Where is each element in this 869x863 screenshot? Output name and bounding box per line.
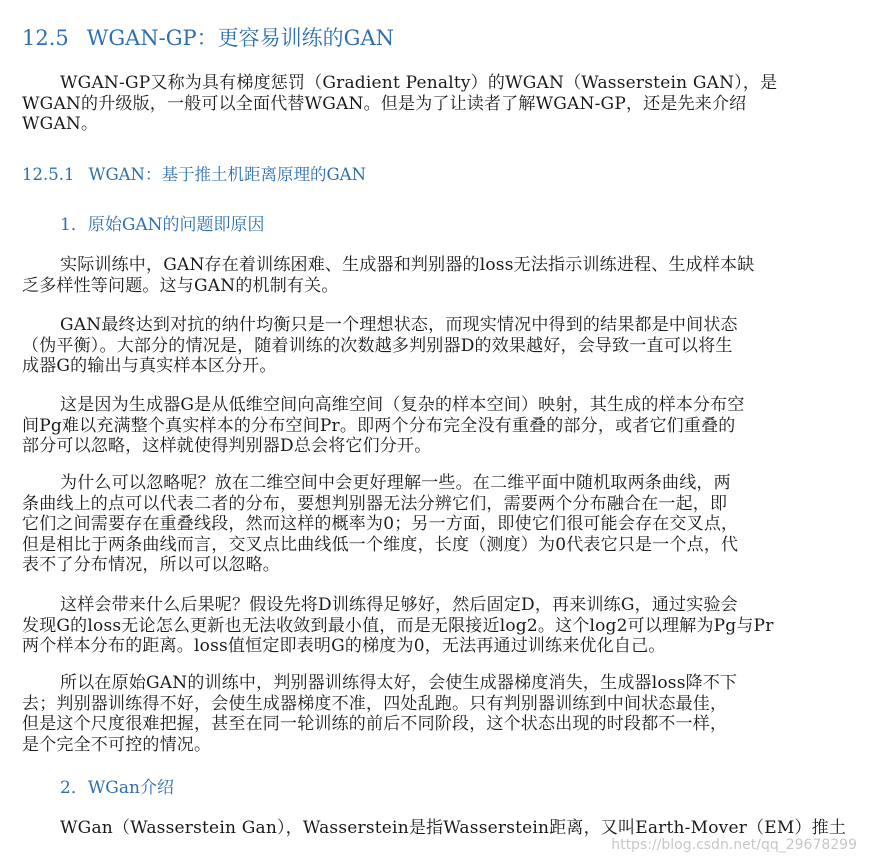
paragraph-line: 但是这个尺度很难把握，甚至在同一轮训练的前后不同阶段，这个状态出现的时段都不一样， bbox=[22, 714, 728, 734]
paragraph-4 bbox=[22, 473, 858, 576]
paragraph-line: 它们之间需要存在重叠线段，然而这样的概率为0；另一方面，即使它们很可能会存在交叉点， bbox=[22, 514, 739, 534]
paragraph-6 bbox=[22, 673, 858, 755]
heading-original-gan-problems: 1．原始GAN的问题即原因 bbox=[60, 215, 265, 235]
heading-wgan-intro: 2．WGan介绍 bbox=[60, 778, 174, 798]
paragraph-line: 这样会带来什么后果呢？假设先将D训练得足够好，然后固定D，再来训练G，通过实验会 bbox=[60, 595, 738, 615]
intro-line: WGAN-GP又称为具有梯度惩罚（Gradient Penalty）的WGAN（Wasserstein GAN），是 bbox=[60, 73, 778, 93]
intro-line: WGAN。 bbox=[22, 114, 99, 134]
paragraph-line: 为什么可以忽略呢？放在二维空间中会更好理解一些。在二维平面中随机取两条曲线，两 bbox=[60, 473, 731, 493]
paragraph-line: 去；判别器训练得不好，会使生成器梯度不准，四处乱跑。只有判别器训练到中间状态最佳， bbox=[22, 693, 728, 714]
section-heading bbox=[22, 22, 394, 52]
paragraph-line: 是个完全不可控的情况。 bbox=[22, 734, 212, 755]
subsection-title: WGAN：基于推土机距离原理的GAN bbox=[88, 165, 367, 184]
paragraph-3 bbox=[22, 395, 858, 457]
paragraph-7 bbox=[22, 818, 858, 839]
paragraph-1 bbox=[22, 255, 858, 296]
paragraph-line: 条曲线上的点可以代表二者的分布，要想判别器无法分辨它们，需要两个分布融合在一起，即 bbox=[22, 493, 728, 514]
paragraph-line: 间Pg难以充满整个真实样本的分布空间Pr。即两个分布完全没有重叠的部分，或者它们重叠的 bbox=[22, 415, 736, 436]
paragraph-line: 发现G的loss无论怎么更新也无法收敛到最小值，而是无限接近log2。这个log2可以理解为Pg与Pr bbox=[22, 615, 774, 636]
paragraph-line: 部分可以忽略，这样就使得判别器D总会将它们分开。 bbox=[22, 436, 432, 456]
subsection-number: 12.5.1 bbox=[22, 165, 75, 184]
watermark: https://blog.csdn.net/qq_29678299 bbox=[611, 837, 857, 853]
paragraph-line: 这是因为生成器G是从低维空间向高维空间（复杂的样本空间）映射，其生成的样本分布空 bbox=[60, 395, 745, 415]
paragraph-line: 两个样本分布的距离。loss值恒定即表明G的梯度为0，无法再通过训练来优化自己。 bbox=[22, 636, 666, 656]
paragraph-line: 实际训练中，GAN存在着训练困难、生成器和判别器的loss无法指示训练进程、生成样本缺 bbox=[60, 255, 755, 275]
paragraph-line: （伪平衡）。大部分的情况是，随着训练的次数越多判别器D的效果越好，会导致一直可以将生 bbox=[22, 335, 733, 356]
section-title: WGAN-GP：更容易训练的GAN bbox=[86, 26, 394, 50]
subsection-heading bbox=[22, 161, 366, 185]
intro-line: WGAN的升级版，一般可以全面代替WGAN。但是为了让读者了解WGAN-GP，还是先来介绍 bbox=[22, 93, 747, 114]
paragraph-line: 乏多样性等问题。这与GAN的机制有关。 bbox=[22, 275, 339, 296]
intro-paragraph bbox=[22, 73, 858, 135]
paragraph-2 bbox=[22, 315, 858, 377]
paragraph-5 bbox=[22, 595, 858, 657]
paragraph-line: GAN最终达到对抗的纳什均衡只是一个理想状态，而现实情况中得到的结果都是中间状态 bbox=[60, 315, 738, 335]
paragraph-line: 表不了分布情况，所以可以忽略。 bbox=[22, 555, 280, 575]
paragraph-line: 但是相比于两条曲线而言，交叉点比曲线低一个维度，长度（测度）为0代表它只是一个点，代 bbox=[22, 534, 739, 555]
paragraph-line: 所以在原始GAN的训练中，判别器训练得太好，会使生成器梯度消失，生成器loss降不下 bbox=[60, 673, 738, 693]
paragraph-line: 成器G的输出与真实样本区分开。 bbox=[22, 356, 277, 376]
section-number: 12.5 bbox=[22, 26, 69, 50]
paragraph-line: WGan（Wasserstein Gan），Wasserstein是指Wasserstein距离，又叫Earth-Mover（EM）推土 bbox=[60, 818, 847, 838]
